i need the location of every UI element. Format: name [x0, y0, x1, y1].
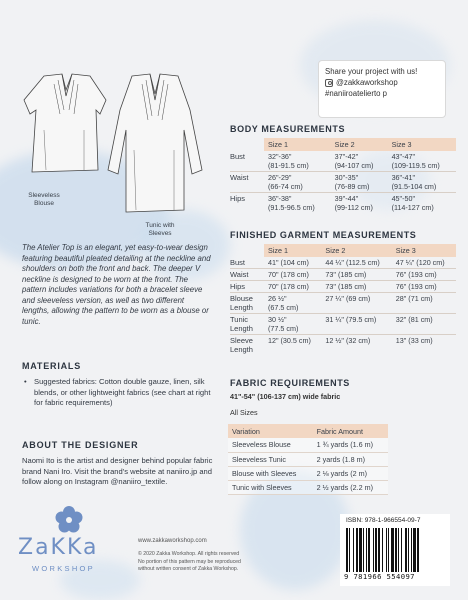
logo-subtitle: WORKSHOP	[32, 564, 95, 573]
body-measurements-title: BODY MEASUREMENTS	[230, 124, 346, 134]
barcode-stripe	[395, 528, 397, 572]
social-text: Share your project with us!	[325, 67, 418, 76]
isbn-label: ISBN: 978-1-966554-09-7	[346, 517, 421, 524]
table-row	[230, 335, 456, 356]
table-cell: 70" (178 cm)	[264, 281, 321, 293]
table-cell: 73" (185 cm)	[321, 269, 391, 281]
barcode-stripe	[353, 528, 354, 572]
barcode-image	[346, 528, 444, 572]
barcode-stripe	[356, 528, 358, 572]
table-cell: 37"-42" (94-107 cm)	[331, 151, 388, 172]
table-cell: 12 ½" (32 cm)	[325, 336, 371, 345]
column-header: Size 2	[321, 244, 391, 257]
barcode-stripe	[375, 528, 377, 572]
barcode-stripe	[349, 528, 350, 572]
variation-cell: Sleeveless Tunic	[228, 452, 313, 466]
row-label: Waist	[230, 172, 264, 193]
table-cell: 47 ¼" (120 cm)	[392, 257, 456, 269]
table-cell: 41" (104 cm)	[264, 257, 321, 269]
table-row	[230, 151, 456, 172]
fabric-requirements-title: FABRIC REQUIREMENTS	[230, 378, 350, 388]
logo-wordmark: ZaKKa	[18, 535, 99, 560]
barcode-stripe	[373, 528, 374, 572]
table-row	[230, 314, 456, 335]
variation-cell: Sleeveless Blouse	[228, 438, 313, 452]
barcode-stripe	[408, 528, 409, 572]
table-row	[230, 269, 456, 281]
table-cell: 26 ½" (67.5 cm)	[264, 293, 321, 314]
barcode-stripe	[398, 528, 399, 572]
materials-text: Suggested fabrics: Cotton double gauze, linen, silk blends, or other lightweight fabrics (see chart at right for fabric requirements)	[34, 377, 211, 407]
column-header: Size 2	[331, 138, 388, 151]
barcode-stripe	[378, 528, 380, 572]
column-header: Fabric Amount	[313, 424, 388, 438]
finished-measurements-table	[230, 244, 456, 355]
illustration-caption-tunic: Tunic with Sleeves	[145, 222, 175, 237]
barcode-stripe	[401, 528, 402, 572]
social-hashtag: #naniiroatelierto p	[325, 89, 387, 98]
illustration-caption-blouse: Sleeveless Blouse	[28, 192, 60, 207]
materials-title: MATERIALS	[22, 361, 82, 371]
table-cell: 43"-47" (109-119.5 cm)	[388, 151, 456, 172]
table-cell: 31 ¼" (79.5 cm)	[321, 314, 391, 335]
barcode-stripe	[411, 528, 412, 572]
amount-cell: 2 ½ yards (2.2 m)	[313, 480, 388, 494]
zakka-workshop-logo	[18, 505, 118, 580]
body-measurements-table	[230, 138, 456, 213]
table-cell: 28" (71 cm)	[392, 293, 456, 314]
row-label: Bust	[230, 151, 264, 172]
table-cell: 76" (193 cm)	[392, 269, 456, 281]
tunic-drawing	[108, 74, 202, 212]
amount-cell: 2 yards (1.8 m)	[313, 452, 388, 466]
table-cell: 36"-41" (91.5-104 cm)	[388, 172, 456, 193]
barcode-stripe	[391, 528, 394, 572]
sleeveless-blouse-drawing	[24, 74, 106, 172]
table-cell: 12" (30.5 cm)	[268, 336, 311, 345]
table-row	[230, 172, 456, 193]
materials-list	[22, 377, 212, 409]
website-text: www.zakkaworkshop.com	[138, 538, 207, 544]
row-label: Sleeve Length	[230, 336, 253, 354]
barcode-stripe	[382, 528, 383, 572]
table-cell: 32" (81 cm)	[392, 314, 456, 335]
table-row	[230, 193, 456, 214]
variation-cell: Tunic with Sleeves	[228, 480, 313, 494]
flower-icon	[54, 505, 84, 535]
table-cell: 27 ¼" (69 cm)	[321, 293, 391, 314]
table-row	[228, 466, 388, 480]
barcode-stripe	[346, 528, 348, 572]
row-label: Hips	[230, 281, 264, 293]
table-cell: 32"-36" (81-91.5 cm)	[264, 151, 331, 172]
table-cell: 73" (185 cm)	[321, 281, 391, 293]
social-share-box	[318, 60, 446, 118]
row-label: Bust	[230, 257, 264, 269]
isbn-number: 9 781966 554097	[344, 572, 415, 581]
table-cell: 26"-29" (66-74 cm)	[264, 172, 331, 193]
table-cell: 70" (178 cm)	[264, 269, 321, 281]
garment-illustrations	[14, 70, 204, 240]
amount-cell: 1 ¾ yards (1.6 m)	[313, 438, 388, 452]
table-cell: 30 ½" (77.5 cm)	[264, 314, 321, 335]
table-cell: 30"-35" (76-89 cm)	[331, 172, 388, 193]
designer-title: ABOUT THE DESIGNER	[22, 440, 139, 450]
finished-measurements-title: FINISHED GARMENT MEASUREMENTS	[230, 230, 417, 240]
table-cell: 13" (33 cm)	[395, 336, 433, 345]
table-row	[230, 281, 456, 293]
barcode-stripe	[413, 528, 416, 572]
barcode-stripe	[366, 528, 367, 572]
fabric-sizes: All Sizes	[230, 408, 258, 417]
amount-cell: 2 ⅛ yards (2 m)	[313, 466, 388, 480]
social-handle: @zakkaworkshop	[336, 78, 398, 87]
barcode-stripe	[359, 528, 362, 572]
variation-cell: Blouse with Sleeves	[228, 466, 313, 480]
fabric-width: 41"-54" (106-137 cm) wide fabric	[230, 392, 341, 401]
table-cell: 44 ¼" (112.5 cm)	[321, 257, 391, 269]
row-label: Tunic Length	[230, 314, 264, 335]
reproduction-notice: No portion of this pattern may be reproduced without written consent of Zakka Workshop.	[138, 559, 241, 572]
copyright-text: © 2020 Zakka Workshop. All rights reserved	[138, 551, 240, 557]
table-row	[230, 257, 456, 269]
row-label: Waist	[230, 269, 264, 281]
table-row	[228, 438, 388, 452]
barcode-stripe	[417, 528, 419, 572]
row-label: Blouse Length	[230, 293, 264, 314]
table-cell: 76" (193 cm)	[392, 281, 456, 293]
column-header: Size 3	[388, 138, 456, 151]
table-row	[230, 293, 456, 314]
table-cell: 36"-38" (91.5-96.5 cm)	[268, 194, 315, 212]
barcode-stripe	[388, 528, 389, 572]
column-header: Variation	[228, 424, 313, 438]
fabric-requirements-table	[228, 424, 388, 495]
barcode-stripe	[405, 528, 407, 572]
barcode-stripe	[363, 528, 364, 572]
table-cell: 39"-44" (99-112 cm)	[334, 194, 373, 212]
instagram-icon	[325, 79, 333, 87]
barcode-stripe	[386, 528, 387, 572]
column-header: Size 1	[264, 138, 331, 151]
pattern-description: The Atelier Top is an elegant, yet easy-to-wear design featuring beautiful pleated detailing at the neckline and shoulders on both the front and back. The deeper V neckline is designed to be worn at the front. The pattern includes variations for both a bracelet sleeve and sleeveless version, as well as two different lengths, allowing the pattern to be worn as a blouse or tunic.	[22, 243, 211, 326]
table-row	[228, 480, 388, 494]
designer-text: Naomi Ito is the artist and designer behind popular fabric brand Nani Iro. Visit the brand's website at naniiro.jp and follow along on Instagram @naniiro_textile.	[22, 456, 213, 486]
table-cell: 45"-50" (114-127 cm)	[391, 194, 434, 212]
isbn-barcode-box	[340, 514, 450, 586]
column-header: Size 3	[392, 244, 456, 257]
row-label: Hips	[230, 194, 246, 203]
table-row	[228, 452, 388, 466]
bullet: •	[24, 377, 27, 386]
barcode-stripe	[368, 528, 370, 572]
column-header: Size 1	[264, 244, 321, 257]
